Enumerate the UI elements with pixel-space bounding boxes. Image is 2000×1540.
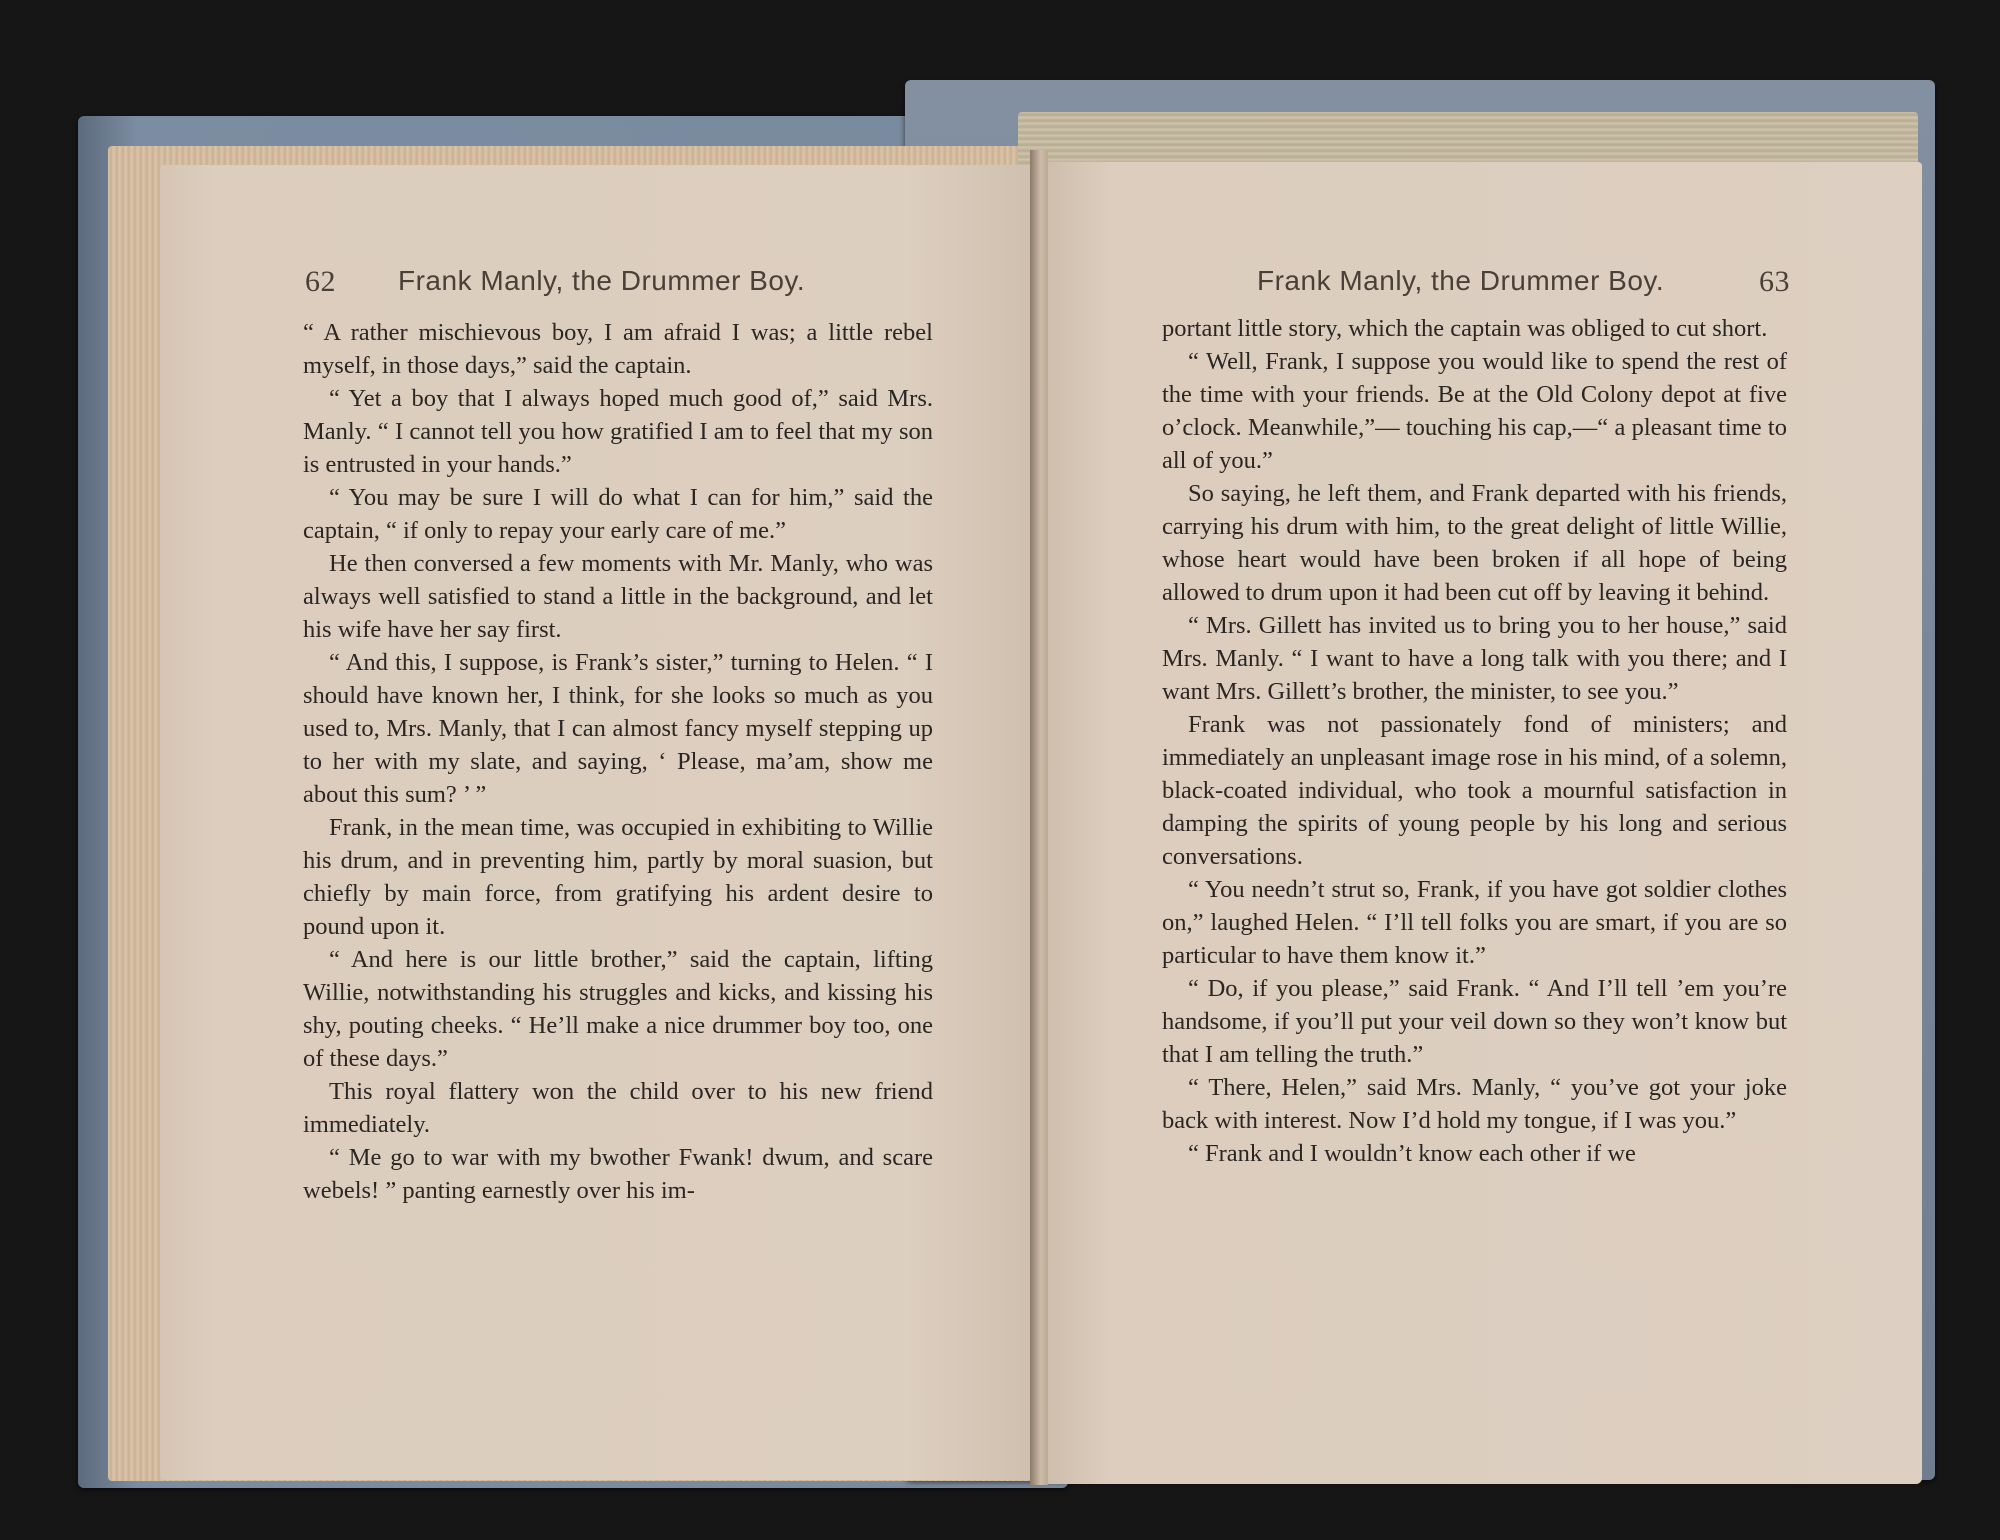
- book-gutter: [1030, 150, 1048, 1485]
- left-running-head: Frank Manly, the Drummer Boy.: [398, 265, 806, 296]
- paragraph: “ Yet a boy that I always hoped much good of,” said Mrs. Manly. “ I cannot tell you how gratified I am to feel that my son is entrusted in your hands.”: [303, 385, 933, 478]
- paragraph: Frank was not passionately fond of ministers; and immediately an unpleasant image rose in his mind, of a solemn, black-coated individual, who took a mournful satisfaction in damping the spirits of young people by his long and serious conversations.: [1162, 711, 1787, 870]
- paragraph: He then conversed a few moments with Mr. Manly, who was always well satisfied to stand a little in the background, and let his wife have her say first.: [303, 550, 933, 643]
- paragraph: “ Frank and I wouldn’t know each other if we: [1188, 1140, 1636, 1167]
- left-page-text: [303, 316, 933, 1207]
- paragraph: “ Me go to war with my bwother Fwank! dwum, and scare webels! ” panting earnestly over his im-: [303, 1144, 933, 1204]
- paragraph: So saying, he left them, and Frank departed with his friends, carrying his drum with him, to the great delight of little Willie, whose heart would have been broken if all hope of being allowed to drum upon it had been cut off by leaving it behind.: [1162, 480, 1787, 606]
- paragraph: portant little story, which the captain was obliged to cut short.: [1162, 315, 1768, 342]
- left-page-number: 62: [305, 265, 336, 298]
- paragraph: “ Well, Frank, I suppose you would like to spend the rest of the time with your friends. Be at the Old Colony depot at five o’clock. Meanwhile,”— touching his cap,—“ a pleasant time to all of you.”: [1162, 348, 1787, 474]
- paragraph: “ And here is our little brother,” said the captain, lifting Willie, notwithstanding his struggles and kicks, and kissing his shy, pouting cheeks. “ He’ll make a nice drummer boy too, one of these days.”: [303, 946, 933, 1072]
- paragraph: “ And this, I suppose, is Frank’s sister,” turning to Helen. “ I should have known her, I think, for she looks so much as you used to, Mrs. Manly, that I can almost fancy myself stepping up to her with my slate, and saying, ‘ Please, ma’am, show me about this sum? ’ ”: [303, 649, 933, 808]
- paragraph: “ Mrs. Gillett has invited us to bring you to her house,” said Mrs. Manly. “ I want to have a long talk with you there; and I want Mrs. Gillett’s brother, the minister, to see you.”: [1162, 612, 1787, 705]
- paragraph: This royal flattery won the child over to his new friend immediately.: [303, 1078, 933, 1138]
- paragraph: “ You needn’t strut so, Frank, if you have got soldier clothes on,” laughed Helen. “ I’ll tell folks you are smart, if you are so particular to have them know it.”: [1162, 876, 1787, 969]
- paragraph: Frank, in the mean time, was occupied in exhibiting to Willie his drum, and in preventing him, partly by moral suasion, but chiefly by main force, from gratifying his ardent desire to pound upon it.: [303, 814, 933, 940]
- right-page-number: 63: [1759, 265, 1790, 298]
- right-running-head: Frank Manly, the Drummer Boy.: [1257, 265, 1665, 296]
- paragraph: “ There, Helen,” said Mrs. Manly, “ you’ve got your joke back with interest. Now I’d hold my tongue, if I was you.”: [1162, 1074, 1787, 1134]
- paragraph: “ A rather mischievous boy, I am afraid I was; a little rebel myself, in those days,” said the captain.: [303, 319, 933, 379]
- paragraph: “ Do, if you please,” said Frank. “ And I’ll tell ’em you’re handsome, if you’ll put your veil down so they won’t know but that I am telling the truth.”: [1162, 975, 1787, 1068]
- right-page-text: [1162, 312, 1787, 1170]
- paragraph: “ You may be sure I will do what I can for him,” said the captain, “ if only to repay your early care of me.”: [303, 484, 933, 544]
